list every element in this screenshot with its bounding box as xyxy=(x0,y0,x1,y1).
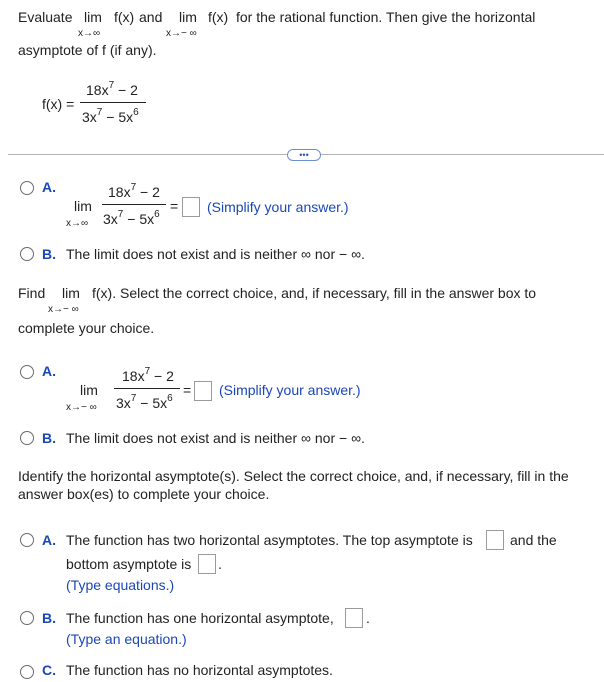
part3-option-c-radio[interactable] xyxy=(20,665,34,679)
part3-option-b-text: The function has one horizontal asymptote, xyxy=(66,610,334,626)
part3-option-c-letter: C. xyxy=(42,662,56,678)
limit-sub-inf: x→∞ xyxy=(78,28,101,39)
prompt-and: and xyxy=(139,9,163,25)
part2-lim-sub: x→− ∞ xyxy=(48,304,79,315)
part3-option-a-bottom-label: bottom asymptote is xyxy=(66,556,192,572)
prompt-evaluate: Evaluate xyxy=(18,9,73,25)
part2-fraction-bar xyxy=(114,388,180,389)
prompt-line2: asymptote of f (if any). xyxy=(18,42,157,58)
part1-lim-word: lim xyxy=(74,198,92,214)
part3-option-a-letter: A. xyxy=(42,532,56,548)
part3-option-b-letter: B. xyxy=(42,610,56,626)
part3-prompt-line2: answer box(es) to complete your choice. xyxy=(18,486,270,502)
function-numerator: $18x^7 - 2$ xyxy=(86,80,138,98)
part3-option-a-radio[interactable] xyxy=(20,533,34,547)
part1-option-a-letter: A. xyxy=(42,179,56,195)
limit-fx-1: f(x) xyxy=(114,9,135,25)
part2-denominator: $3x^7 - 5x^6$ xyxy=(116,393,173,411)
function-denominator: $3x^7 - 5x^6$ xyxy=(82,107,139,125)
more-button[interactable]: ••• xyxy=(287,149,321,161)
part1-denominator: $3x^7 - 5x^6$ xyxy=(103,209,160,227)
limit-sub-neginf: x→− ∞ xyxy=(166,28,197,39)
part3-option-b-radio[interactable] xyxy=(20,611,34,625)
part3-single-asymptote-box[interactable] xyxy=(345,608,363,628)
part2-answer-box[interactable] xyxy=(194,381,212,401)
part2-option-a-letter: A. xyxy=(42,363,56,379)
part1-fraction-bar xyxy=(102,204,166,205)
part1-option-b-radio[interactable] xyxy=(20,247,34,261)
part2-numerator: $18x^7 - 2$ xyxy=(122,366,174,384)
part3-option-a-hint: (Type equations.) xyxy=(66,577,175,593)
part1-numerator: $18x^7 - 2$ xyxy=(108,182,160,200)
part1-option-b-text: The limit does not exist and is neither ∞ nor − ∞. xyxy=(66,246,365,262)
limit-word-2: lim xyxy=(179,9,197,25)
part2-option-b-text: The limit does not exist and is neither ∞ nor − ∞. xyxy=(66,430,365,446)
part2-option-a-radio[interactable] xyxy=(20,365,34,379)
part3-option-a-text: The function has two horizontal asymptotes. The top asymptote is xyxy=(66,532,473,548)
part3-option-a-and: and the xyxy=(510,532,557,548)
function-fraction-bar xyxy=(80,102,146,103)
prompt-text: for the rational function. Then give the horizontal xyxy=(236,9,536,25)
part2-lim-sub-2: x→− ∞ xyxy=(66,402,97,413)
part3-option-b-period: . xyxy=(366,610,370,626)
part3-option-b-hint: (Type an equation.) xyxy=(66,631,187,647)
limit-fx-2: f(x) xyxy=(208,9,229,25)
part2-lim-word-2: lim xyxy=(80,382,98,398)
limit-word-1: lim xyxy=(84,9,102,25)
part2-option-b-radio[interactable] xyxy=(20,431,34,445)
part3-prompt-line1: Identify the horizontal asymptote(s). Select the correct choice, and, if necessary, fill in the xyxy=(18,468,569,484)
part3-option-c-text: The function has no horizontal asymptotes. xyxy=(66,662,333,678)
part3-bottom-asymptote-box[interactable] xyxy=(198,554,216,574)
part1-hint: (Simplify your answer.) xyxy=(207,199,349,215)
part1-lim-sub: x→∞ xyxy=(66,218,89,229)
part1-option-a-radio[interactable] xyxy=(20,181,34,195)
part2-lim-word: lim xyxy=(62,285,80,301)
part1-equals: = xyxy=(170,198,179,214)
part2-hint: (Simplify your answer.) xyxy=(219,382,361,398)
part2-equals: = xyxy=(183,382,192,398)
function-lhs: f(x) = xyxy=(42,96,75,112)
part1-option-b-letter: B. xyxy=(42,246,56,262)
part2-prompt: f(x). Select the correct choice, and, if necessary, fill in the answer box to xyxy=(92,285,537,301)
part2-prompt-line2: complete your choice. xyxy=(18,320,155,336)
part2-option-b-letter: B. xyxy=(42,430,56,446)
part2-find: Find xyxy=(18,285,46,301)
part1-answer-box[interactable] xyxy=(182,197,200,217)
part3-option-a-period: . xyxy=(218,556,222,572)
part3-top-asymptote-box[interactable] xyxy=(486,530,504,550)
